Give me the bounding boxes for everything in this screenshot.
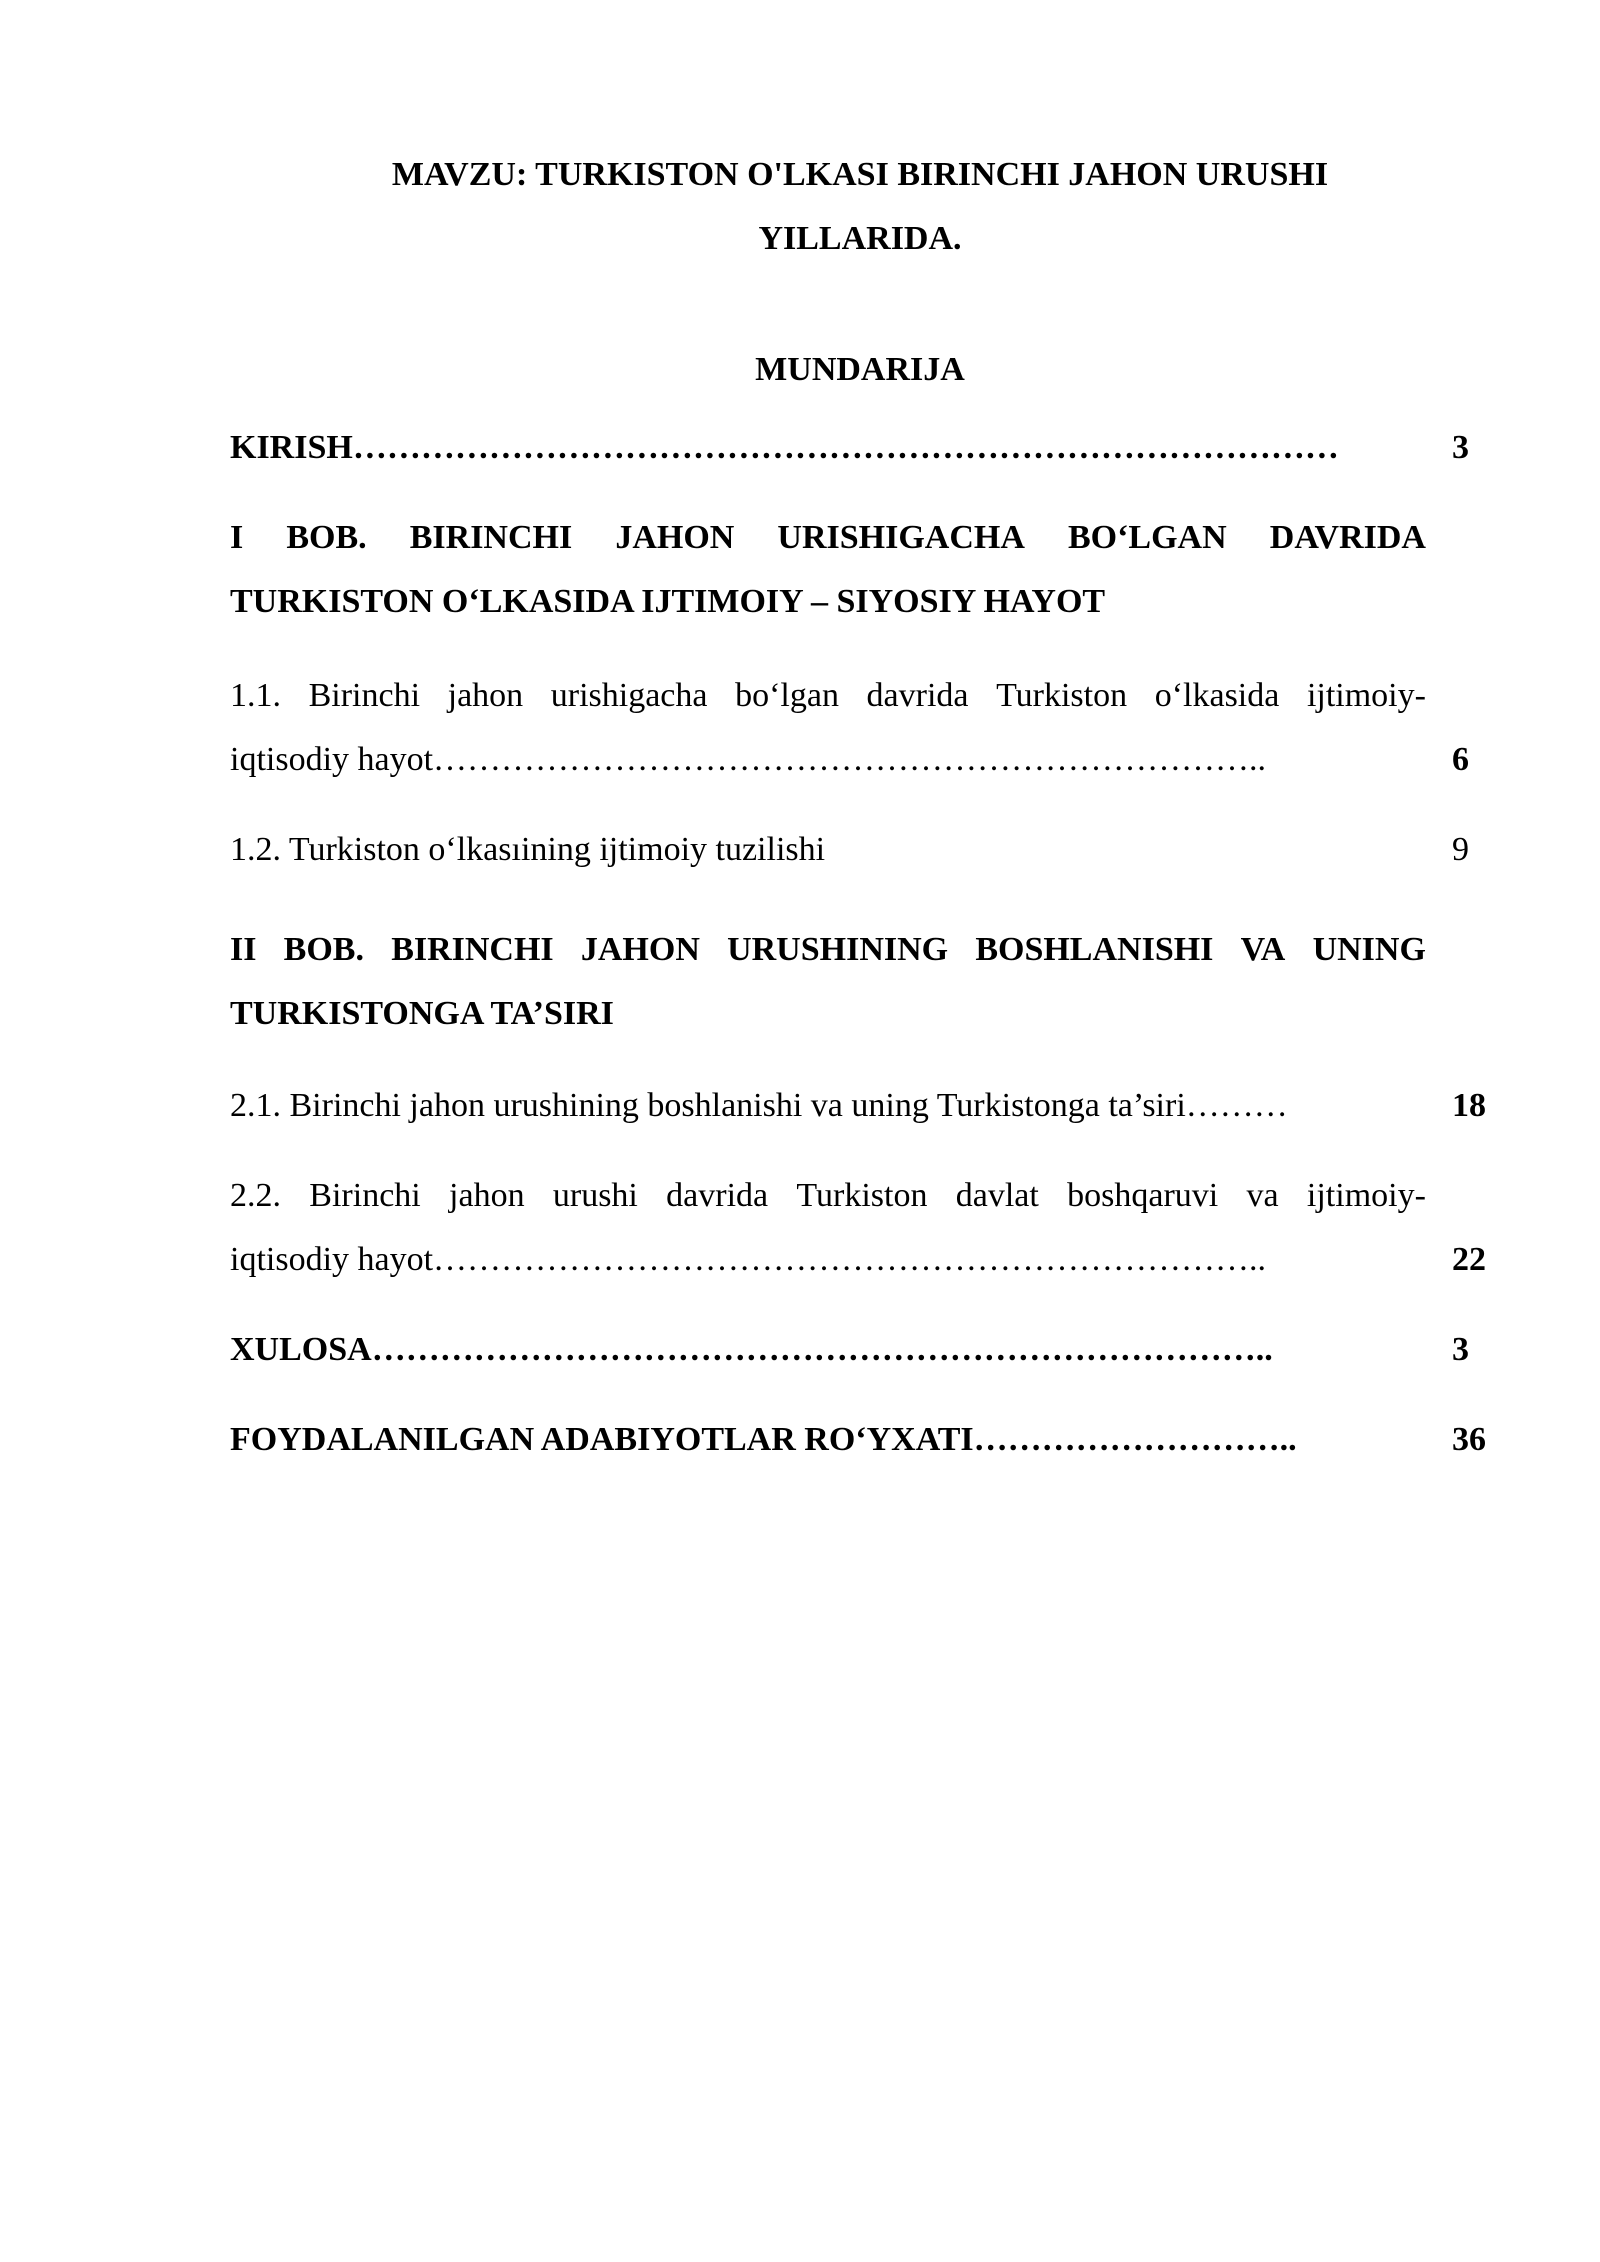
word: 1.1.: [230, 677, 281, 714]
toc-heading: MUNDARIJA: [755, 351, 965, 388]
word: 2.2.: [230, 1177, 281, 1214]
word: ijtimoiy-: [1306, 1177, 1426, 1214]
word: URUSHINING: [727, 931, 949, 968]
word: BOSHLANISHI: [975, 931, 1214, 968]
toc-entry-label: 1.2. Turkiston o‘lkasıining ijtimoiy tuzilishi: [230, 831, 826, 868]
toc-entry-page: 3: [1452, 1331, 1469, 1368]
word: VA: [1240, 931, 1286, 968]
chapter-2-line-1: [230, 924, 1426, 976]
word: davrida: [666, 1177, 769, 1214]
word: davrida: [866, 677, 969, 714]
toc-entry-label: FOYDALANILGAN ADABIYOTLAR RO‘YXATI………………………..: [230, 1421, 1297, 1458]
toc-entry-page: 3: [1452, 429, 1469, 466]
word: bo‘lgan: [735, 677, 839, 714]
word: DAVRIDA: [1269, 519, 1426, 556]
section-2-2-line-1: [230, 1170, 1426, 1222]
toc-section-2-2: [230, 1170, 1492, 1222]
word: ijtimoiy-: [1306, 677, 1426, 714]
title-line-2: YILLARIDA.: [758, 220, 962, 257]
word: va: [1246, 1177, 1279, 1214]
toc-entry-page: 18: [1452, 1087, 1486, 1124]
word: Birinchi: [309, 1177, 421, 1214]
word: BIRINCHI: [409, 519, 573, 556]
toc-entry-page: 6: [1452, 741, 1469, 778]
toc-entry-page: 36: [1452, 1421, 1486, 1458]
chapter-1-line-2: TURKISTON O‘LKASIDA IJTIMOIY – SIYOSIY HAYOT: [230, 583, 1106, 620]
title-line-1: MAVZU: TURKISTON O'LKASI BIRINCHI JAHON URUSHI: [391, 156, 1329, 193]
toc-entry-label: KIRISH……………………………………………………………………………: [230, 429, 1339, 466]
toc-chapter-2: [230, 924, 1492, 976]
word: Birinchi: [308, 677, 421, 714]
toc-entry-label: XULOSA……………………………………………………………………..: [230, 1331, 1273, 1368]
toc-entry-label: 2.1. Birinchi jahon urushining boshlanishi va uning Turkistonga ta’siri………: [230, 1087, 1288, 1124]
word: Turkiston: [996, 677, 1128, 714]
chapter-2-line-2: TURKISTONGA TA’SIRI: [230, 995, 614, 1032]
word: BOB.: [286, 519, 367, 556]
word: URISHIGACHA: [777, 519, 1025, 556]
word: UNING: [1312, 931, 1426, 968]
toc-entry-page: 22: [1452, 1241, 1486, 1278]
word: JAHON: [615, 519, 735, 556]
toc-section-1-1: [230, 670, 1492, 722]
toc-chapter-1: [230, 512, 1492, 564]
word: II: [230, 931, 257, 968]
word: Turkiston: [796, 1177, 928, 1214]
word: BIRINCHI: [391, 931, 554, 968]
section-2-2-line-2: iqtisodiy hayot………………………………………………………………..: [230, 1241, 1267, 1278]
word: davlat: [955, 1177, 1039, 1214]
word: BO‘LGAN: [1067, 519, 1227, 556]
document-title: [230, 143, 1490, 271]
chapter-1-line-1: [230, 512, 1426, 564]
toc-entry-page: 9: [1452, 831, 1469, 868]
section-1-1-line-2: iqtisodiy hayot………………………………………………………………..: [230, 741, 1267, 778]
word: boshqaruvi: [1067, 1177, 1219, 1214]
word: jahon: [447, 677, 524, 714]
word: urishigacha: [550, 677, 708, 714]
word: BOB.: [283, 931, 364, 968]
word: I: [230, 519, 244, 556]
section-1-1-line-1: [230, 670, 1426, 722]
word: o‘lkasida: [1154, 677, 1280, 714]
word: urushi: [552, 1177, 638, 1214]
word: JAHON: [580, 931, 700, 968]
word: jahon: [449, 1177, 525, 1214]
